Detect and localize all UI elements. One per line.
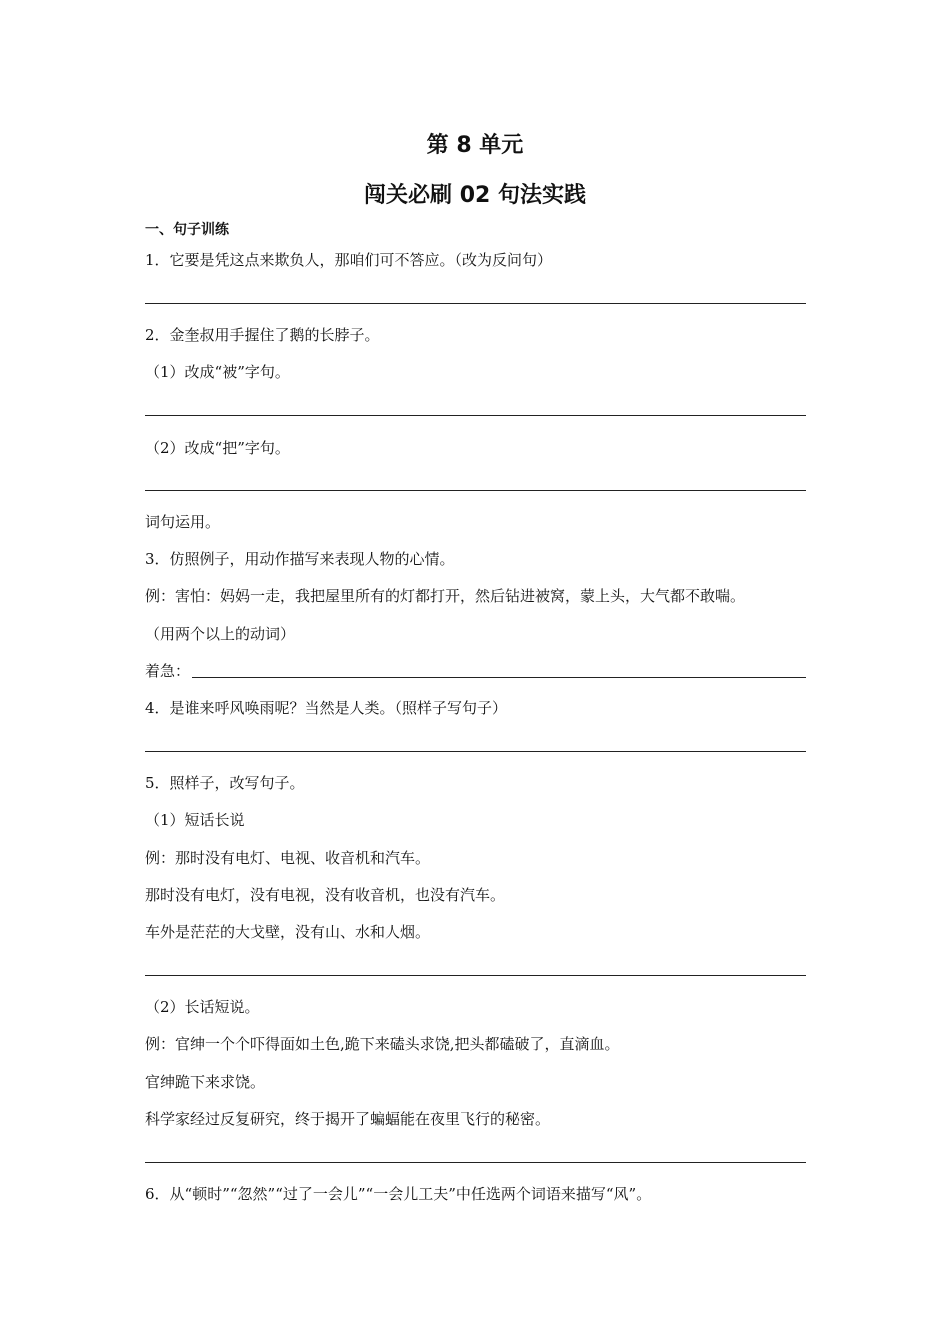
section-note: 词句运用。 <box>145 513 221 531</box>
question-2: 2．金奎叔用手握住了鹅的长脖子。 <box>145 326 380 344</box>
answer-line-2-2[interactable] <box>145 490 806 491</box>
question-5-part-1-prompt: 车外是茫茫的大戈壁，没有山、水和人烟。 <box>145 923 431 941</box>
answer-line-1[interactable] <box>145 303 806 304</box>
page-title: 闯关必刷 02 句法实践 <box>364 183 586 208</box>
question-5-part-1-example: 例：那时没有电灯、电视、收音机和汽车。 <box>145 849 431 867</box>
question-3: 3．仿照例子，用动作描写来表现人物的心情。 <box>145 550 455 568</box>
question-5-part-2-example: 例：官绅一个个吓得面如土色,跪下来磕头求饶,把头都磕破了，直滴血。 <box>145 1035 620 1053</box>
question-3-example: 例：害怕：妈妈一走，我把屋里所有的灯都打开，然后钻进被窝，蒙上头，大气都不敢喘。 <box>145 587 746 605</box>
question-5-part-2-example-answer: 官绅跪下来求饶。 <box>145 1073 266 1091</box>
question-6: 6．从“顿时”“忽然”“过了一会儿”“一会儿工夫”中任选两个词语来描写“风”。 <box>145 1185 652 1203</box>
question-5: 5．照样子，改写句子。 <box>145 774 305 792</box>
question-1: 1．它要是凭这点来欺负人，那咱们可不答应。（改为反问句） <box>145 251 553 269</box>
answer-line-5-2[interactable] <box>145 1162 806 1163</box>
question-2-part-2: （2）改成“把”字句。 <box>145 439 290 457</box>
answer-line-5-1[interactable] <box>145 975 806 976</box>
question-3-hint: （用两个以上的动词） <box>145 625 296 643</box>
question-5-part-1-example-answer: 那时没有电灯，没有电视，没有收音机，也没有汽车。 <box>145 886 506 904</box>
question-5-part-1-label: （1）短话长说 <box>145 811 245 829</box>
question-5-part-2-label: （2）长话短说。 <box>145 998 260 1016</box>
answer-line-3[interactable] <box>192 677 806 678</box>
question-2-part-1: （1）改成“被”字句。 <box>145 363 290 381</box>
question-4: 4．是谁来呼风唤雨呢？当然是人类。（照样子写句子） <box>145 699 508 717</box>
question-3-answer-label: 着急： <box>145 662 191 680</box>
answer-line-4[interactable] <box>145 751 806 752</box>
section-heading: 一、句子训练 <box>145 222 229 238</box>
answer-line-2-1[interactable] <box>145 415 806 416</box>
unit-title: 第 8 单元 <box>426 133 524 158</box>
question-5-part-2-prompt: 科学家经过反复研究，终于揭开了蝙蝠能在夜里飞行的秘密。 <box>145 1110 551 1128</box>
